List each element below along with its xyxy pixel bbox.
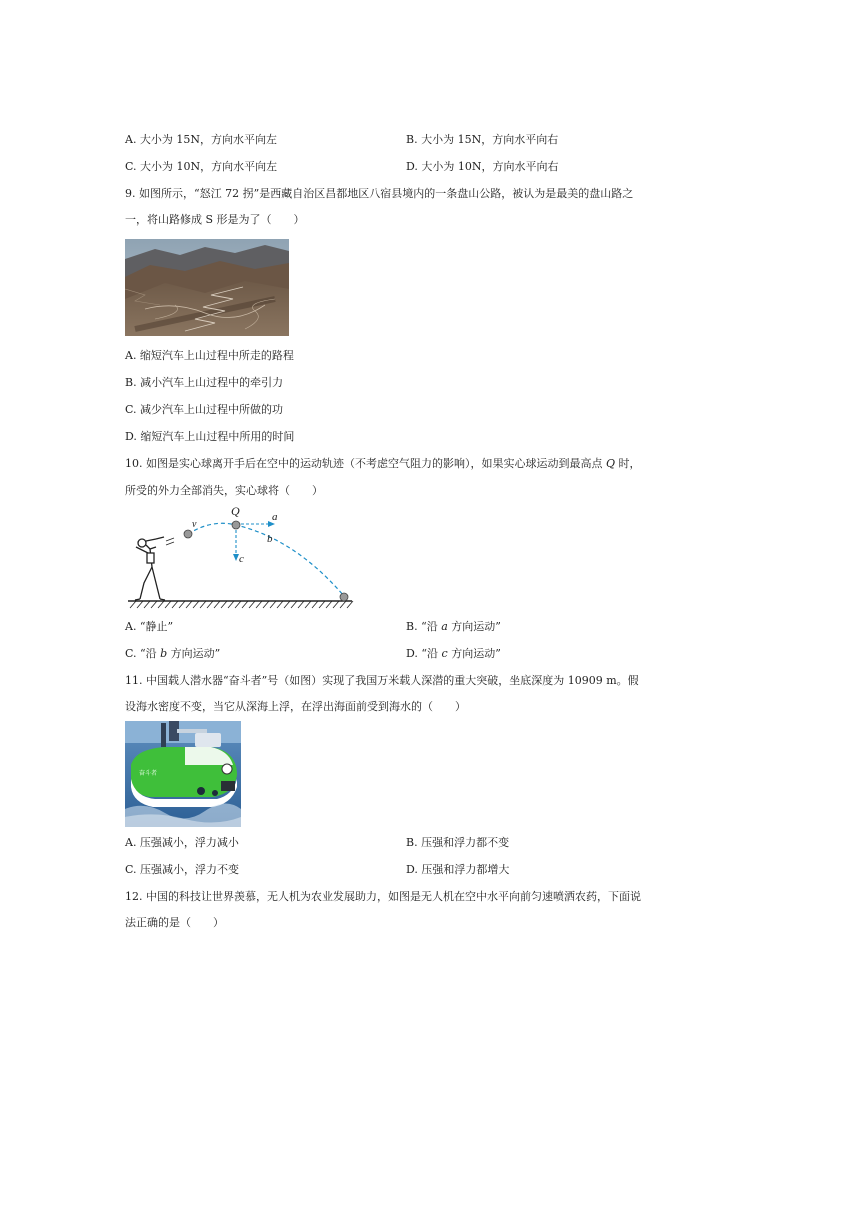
q11-option-a: A. 压强减小，浮力减小 <box>125 836 239 849</box>
q10-option-b <box>406 620 501 634</box>
ball-start <box>184 530 192 538</box>
q10-option-c-var: b <box>160 647 168 660</box>
q9-option-b: B. 减小汽车上山过程中的牵引力 <box>125 376 284 389</box>
q8-option-c: C. 大小为 10N，方向水平向左 <box>125 160 278 173</box>
q8-option-a: A. 大小为 15N，方向水平向左 <box>125 133 278 146</box>
q10-stem-line1-post: 时， <box>615 457 641 470</box>
q10-option-d-var: c <box>441 647 448 660</box>
thrower-figure <box>135 537 165 600</box>
label-c: c <box>239 553 244 565</box>
q9-stem-line1: 9. 如图所示，“怒江 72 拐”是西藏自治区昌都地区八宿县境内的一条盘山公路，被认为是最美的盘山路之 <box>125 187 634 200</box>
q11-option-b: B. 压强和浮力都不变 <box>406 836 510 849</box>
q8-option-b: B. 大小为 15N，方向水平向右 <box>406 133 559 146</box>
q10-option-c-pre: C. “沿 <box>125 647 161 660</box>
label-q: Q <box>231 505 240 518</box>
q11-option-d: D. 压强和浮力都增大 <box>406 863 510 876</box>
q9-option-d: D. 缩短汽车上山过程中所用的时间 <box>125 430 295 443</box>
q10-option-b-var: a <box>441 620 448 633</box>
q10-option-d <box>406 647 501 661</box>
label-b: b <box>267 533 273 545</box>
ground-hatching <box>130 601 353 608</box>
q9-option-c: C. 减少汽车上山过程中所做的功 <box>125 403 284 416</box>
q9-option-a: A. 缩短汽车上山过程中所走的路程 <box>125 349 294 362</box>
submersible-photo <box>125 721 241 827</box>
mountain-road-photo <box>125 239 289 336</box>
label-a: a <box>272 511 278 523</box>
q12-stem-line1: 12. 中国的科技让世界羡慕，无人机为农业发展助力，如图是无人机在空中水平向前匀速喷洒农药，下面说 <box>125 890 641 903</box>
q10-option-b-post: 方向运动” <box>447 620 501 633</box>
label-v: v <box>192 519 197 530</box>
submersible-hull-label: 奋斗者 <box>139 770 158 777</box>
q11-option-c: C. 压强减小，浮力不变 <box>125 863 240 876</box>
q10-option-a: A. “静止” <box>125 620 174 633</box>
q10-stem-line2: 所受的外力全部消失，实心球将（ ） <box>125 484 323 497</box>
q10-stem-line1-pre: 10. 如图是实心球离开手后在空中的运动轨迹（不考虑空气阻力的影响），如果实心球运动到最高点 <box>125 457 606 470</box>
shot-put-trajectory-diagram <box>120 505 360 611</box>
ball-top-q <box>232 521 240 529</box>
motion-marks <box>166 538 174 545</box>
q11-stem-line2: 设海水密度不变，当它从深海上浮，在浮出海面前受到海水的（ ） <box>125 700 466 713</box>
q10-option-d-pre: D. “沿 <box>406 647 442 660</box>
q8-option-d: D. 大小为 10N，方向水平向右 <box>406 160 559 173</box>
q10-option-c-post: 方向运动” <box>167 647 221 660</box>
q9-stem-line2: 一，将山路修成 S 形是为了（ ） <box>125 213 305 226</box>
q11-stem-line1: 11. 中国载人潜水器“奋斗者”号（如图）实现了我国万米载人深潜的重大突破，坐底深度为 10909 m。假 <box>125 674 639 687</box>
q12-stem-line2: 法正确的是（ ） <box>125 916 224 929</box>
trajectory-arc <box>188 523 344 596</box>
q10-stem-line1-q: Q <box>605 457 616 470</box>
q10-option-b-pre: B. “沿 <box>406 620 442 633</box>
q10-option-c <box>125 647 220 661</box>
q10-option-d-post: 方向运动” <box>447 647 501 660</box>
q10-stem-line1 <box>125 457 641 471</box>
ball-landing <box>340 593 348 601</box>
